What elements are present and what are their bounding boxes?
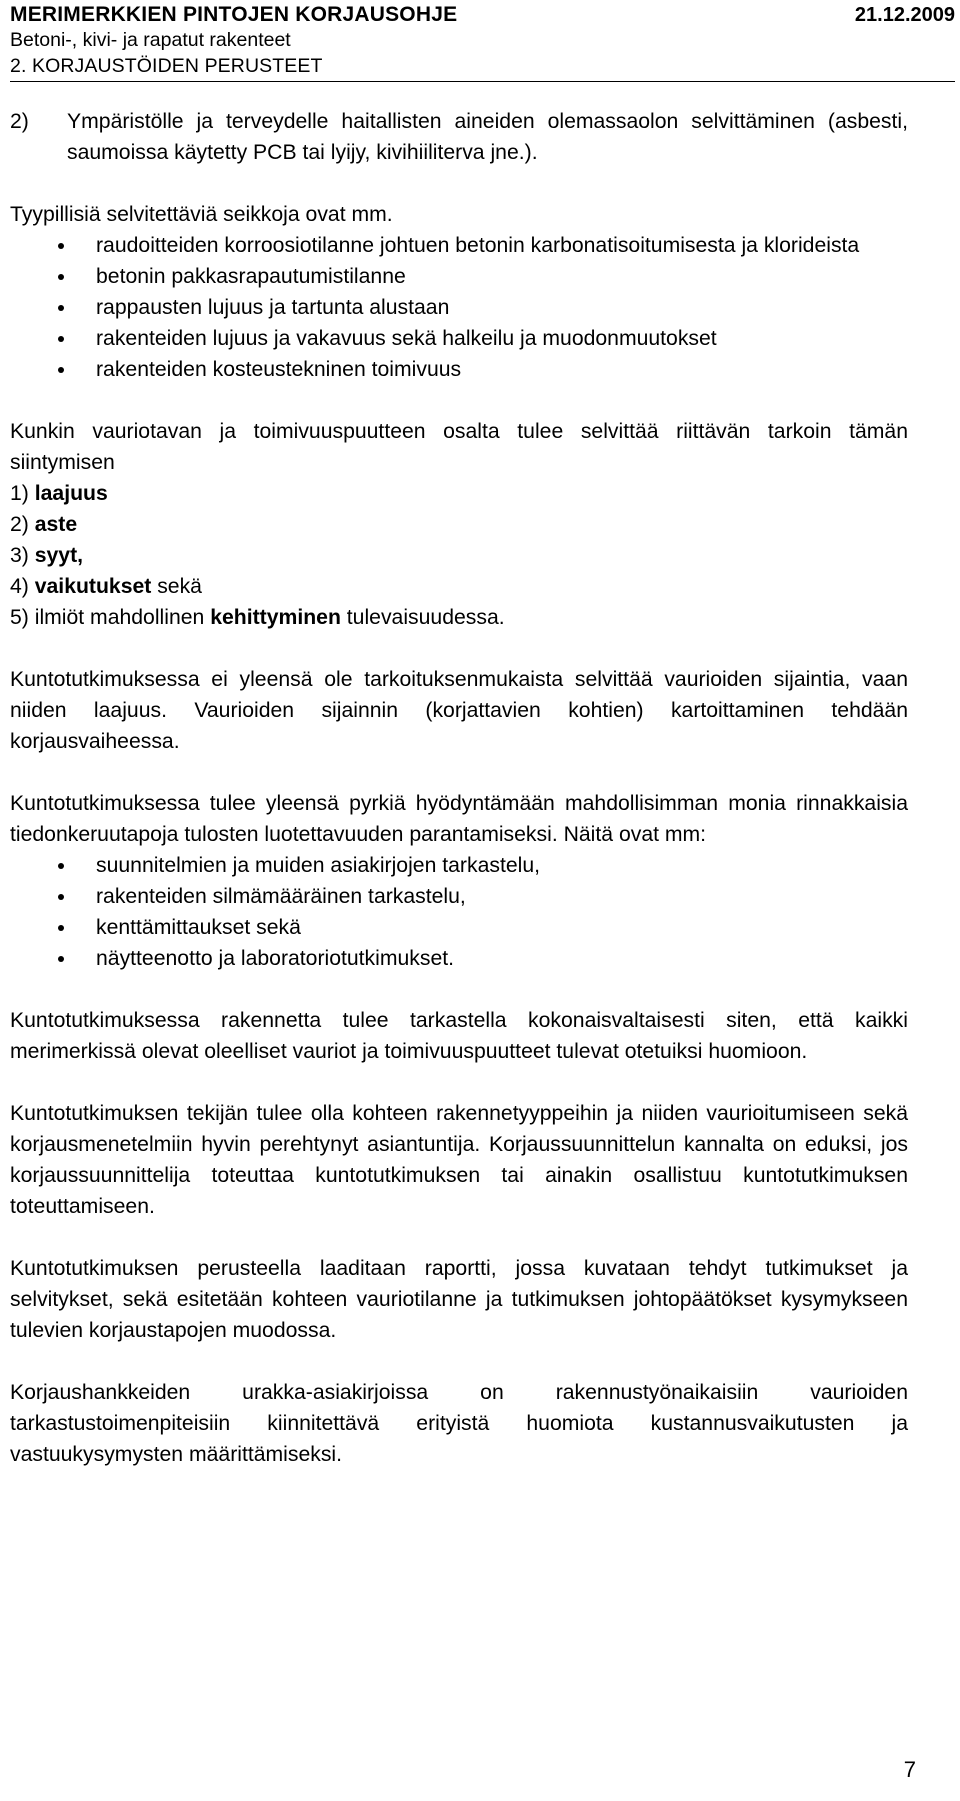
document-body: [10, 106, 908, 1470]
damage-assessment-list: [10, 478, 908, 633]
list-item: betonin pakkasrapautumistilanne: [10, 261, 908, 292]
bullet-icon: [58, 956, 64, 962]
item-text: Ympäristölle ja terveydelle haitallisten aineiden olemassaolon selvittäminen (asbesti, saumoissa käytetty PCB tai lyijy, kivihiiliterva jne.).: [67, 110, 908, 164]
item-number: 2): [10, 110, 29, 133]
page-number: 7: [903, 1757, 916, 1782]
page-header: [10, 2, 955, 82]
numbered-item-2: [10, 106, 908, 168]
methods-list: [10, 850, 908, 974]
typical-issues-list: [10, 230, 908, 385]
list-item: rakenteiden kosteustekninen toimivuus: [10, 354, 908, 385]
list-item: 5) ilmiöt mahdollinen kehittyminen tulevaisuudessa.: [10, 606, 505, 629]
header-top-row: [10, 2, 955, 28]
paragraph-report: Kuntotutkimuksen perusteella laaditaan raportti, jossa kuvataan tehdyt tutkimukset ja selvitykset, sekä esitetään kohteen vauriotilanne ja tutkimuksen johtopäätökset kysymykseen tulevien korjaustapojen muodossa.: [10, 1257, 908, 1342]
list-item: kenttämittaukset sekä: [10, 912, 908, 943]
list-item: 2) aste: [10, 513, 78, 536]
bullet-icon: [58, 925, 64, 931]
list-item: 1) laajuus: [10, 482, 108, 505]
list-item: rakenteiden silmämääräinen tarkastelu,: [10, 881, 908, 912]
bullet-icon: [58, 243, 64, 249]
paragraph-holistic: Kuntotutkimuksessa rakennetta tulee tarkastella kokonaisvaltaisesti siten, että kaikki merimerkissä olevat oleelliset vauriot ja toimivuuspuutteet tulevat otetuiksi huomioon.: [10, 1009, 908, 1063]
document-subtitle: Betoni-, kivi- ja rapatut rakenteet: [10, 29, 291, 51]
document-date: 21.12.2009: [854, 4, 955, 26]
list-item: suunnitelmien ja muiden asiakirjojen tarkastelu,: [10, 850, 908, 881]
paragraph-expert: Kuntotutkimuksen tekijän tulee olla kohteen rakennetyyppeihin ja niiden vaurioitumiseen sekä korjausmenetelmiin hyvin perehtynyt asiantuntija. Korjaussuunnittelun kannalta on eduksi, jos korjaussuunnittelija toteuttaa kuntotutkimuksen tai ainakin osallistuu kuntotutkimuksen toteuttamiseen.: [10, 1102, 908, 1218]
bullet-icon: [58, 305, 64, 311]
bullet-icon: [58, 367, 64, 373]
list-item: 3) syyt,: [10, 544, 84, 567]
bullet-icon: [58, 894, 64, 900]
list-item: 4) vaikutukset sekä: [10, 575, 202, 598]
section-title: 2. KORJAUSTÖIDEN PERUSTEET: [10, 55, 323, 77]
paragraph-contract: Korjaushankkeiden urakka-asiakirjoissa on rakennustyönaikaisiin vaurioiden tarkastustoimenpiteisiin kiinnitettävä erityistä huomiota kustannusvaikutusten ja vastuukysymysten määrittämiseksi.: [10, 1381, 908, 1466]
bullet-icon: [58, 863, 64, 869]
list-item: raudoitteiden korroosiotilanne johtuen betonin karbonatisoitumisesta ja klorideista: [10, 230, 908, 261]
list-item: rakenteiden lujuus ja vakavuus sekä halkeilu ja muodonmuutokset: [10, 323, 908, 354]
bullet-icon: [58, 274, 64, 280]
paragraph-location: Kuntotutkimuksessa ei yleensä ole tarkoituksenmukaista selvittää vaurioiden sijaintia, vaan niiden laajuus. Vaurioiden sijainnin (korjattavien kohtien) kartoittaminen tehdään korjausvaiheessa.: [10, 668, 908, 753]
bullet-icon: [58, 336, 64, 342]
paragraph-methods: Kuntotutkimuksessa tulee yleensä pyrkiä hyödyntämään mahdollisimman monia rinnakkaisia tiedonkeruutapoja tulosten luotettavuuden parantamiseksi. Näitä ovat mm:: [10, 792, 908, 846]
damage-assessment-intro: Kunkin vauriotavan ja toimivuuspuutteen osalta tulee selvittää riittävän tarkoin tämän siintymisen: [10, 420, 908, 474]
typical-issues-intro: Tyypillisiä selvitettäviä seikkoja ovat mm.: [10, 203, 393, 226]
document-title: MERIMERKKIEN PINTOJEN KORJAUSOHJE: [10, 3, 458, 26]
list-item: rappausten lujuus ja tartunta alustaan: [10, 292, 908, 323]
list-item: näytteenotto ja laboratoriotutkimukset.: [10, 943, 908, 974]
